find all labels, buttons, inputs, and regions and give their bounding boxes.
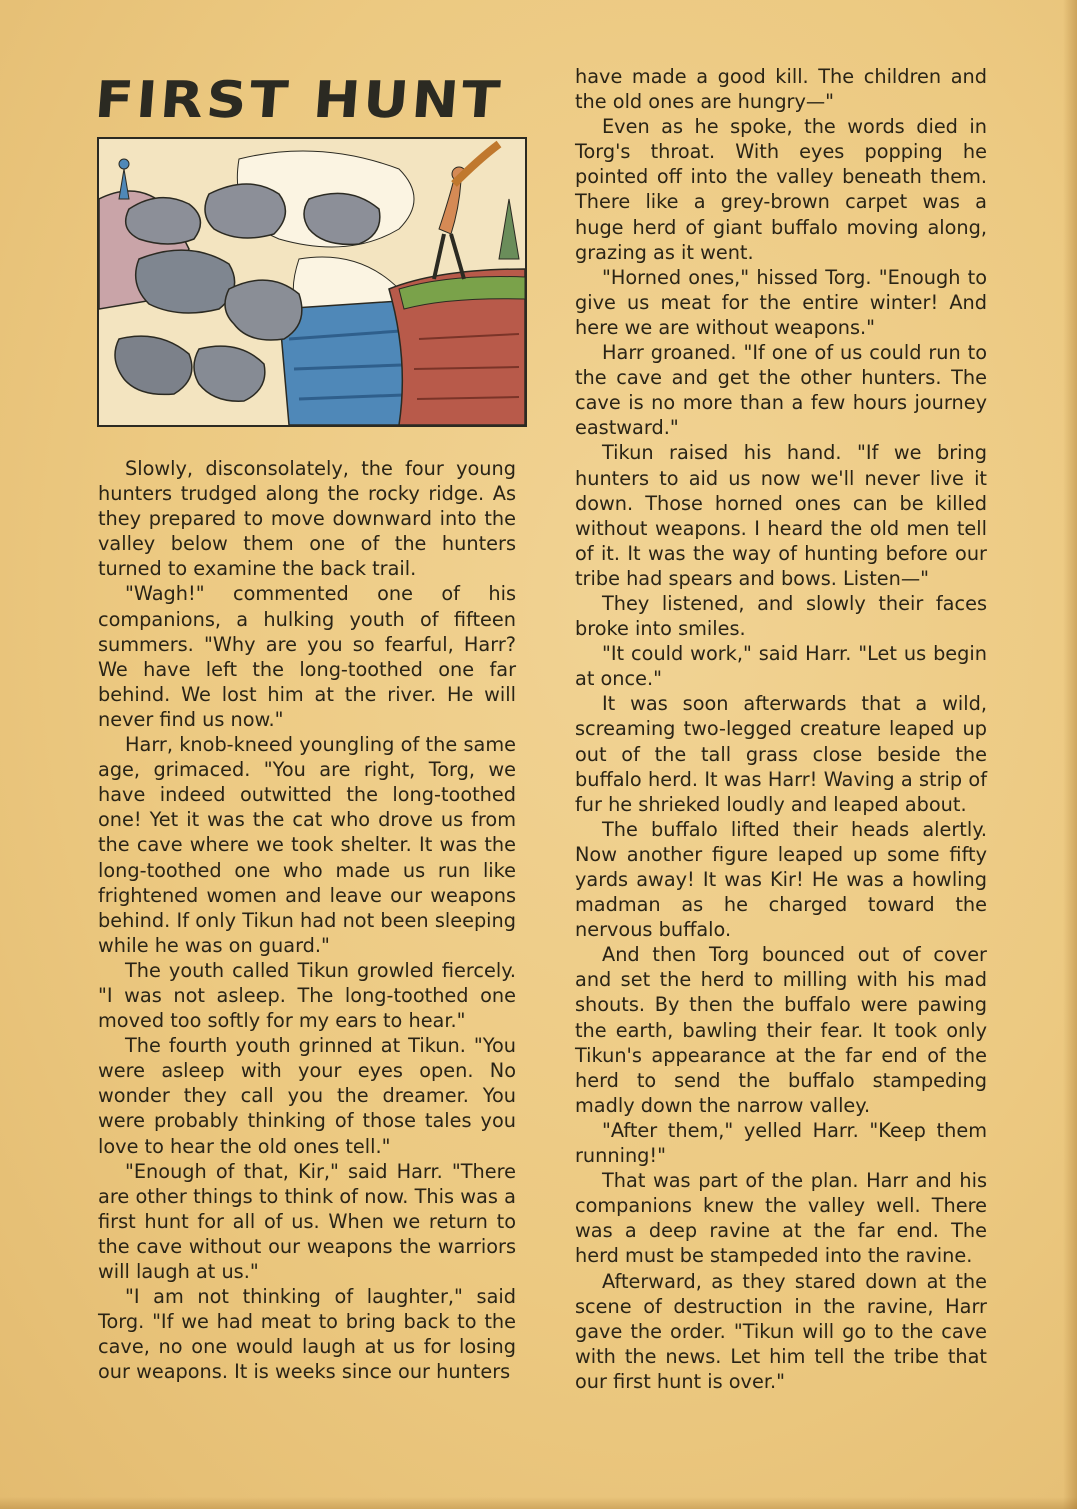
paragraph: And then Torg bounced out of cover and set the herd to milling with his mad shouts. By then the buffalo were pawing the earth, bawling their fear. It took only Tikun's appearance at the far end of the herd to send the buffalo stampeding madly down the narrow valley. (575, 943, 987, 1117)
paragraph: Slowly, disconsolately, the four young hunters trudged along the rocky ridge. As they prepared to move downward into the valley below them one of the hunters turned to examine the back trail. (98, 457, 516, 581)
buffalo-stampede-illustration (97, 137, 527, 427)
paragraph: "Wagh!" commented one of his companions, a hulking youth of fifteen summers. "Why are you so fearful, Harr? We have left the long-toothed one far behind. We lost him at the river. He will never find us now." (98, 582, 516, 731)
paragraph: Afterward, as they stared down at the scene of destruction in the ravine, Harr gave the order. "Tikun will go to the cave with the news. Let him tell the tribe that our first hunt is over." (575, 1269, 987, 1393)
paragraph: It was soon afterwards that a wild, screaming two-legged creature leaped up out of the tall grass close beside the buffalo herd. It was Harr! Waving a strip of fur he shrieked loudly and leaped about. (575, 692, 987, 816)
page-bottom-shadow (0, 1497, 1077, 1509)
paragraph: Harr, knob-kneed youngling of the same age, grimaced. "You are right, Torg, we have indeed outwitted the long-toothed one! Yet it was the cat who drove us from the cave where we took shelter. It was the long-toothed one who made us run like frightened women and leave our weapons behind. If only Tikun had not been sleeping while he was on guard." (98, 733, 516, 957)
illustration-drawing (99, 139, 525, 425)
paragraph: Tikun raised his hand. "If we bring hunters to aid us now we'll never live it down. Those horned ones can be killed without weapons. I heard the old men tell of it. It was the way of hunting before our tribe had spears and bows. Listen—" (575, 441, 987, 590)
paragraph: Harr groaned. "If one of us could run to the cave and get the other hunters. The cave is no more than a few hours journey eastward." (575, 341, 987, 440)
paragraph: "After them," yelled Harr. "Keep them running!" (575, 1118, 987, 1168)
right-text-column (575, 64, 987, 1394)
paragraph: "Enough of that, Kir," said Harr. "There are other things to think of now. This was a first hunt for all of us. When we return to the cave without our weapons the warriors will laugh at us." (98, 1159, 516, 1283)
paragraph: "Horned ones," hissed Torg. "Enough to give us meat for the entire winter! And here we are without weapons." (575, 265, 987, 339)
paragraph: "I am not thinking of laughter," said Torg. "If we had meat to bring back to the cave, no one would laugh at us for losing our weapons. It is weeks since our hunters (98, 1285, 516, 1384)
paragraph: The buffalo lifted their heads alertly. Now another figure leaped up some fifty yards away! It was Kir! He was a howling madman as he charged toward the nervous buffalo. (575, 817, 987, 942)
paragraph: "It could work," said Harr. "Let us begin at once." (575, 642, 987, 691)
story-title-text: FIRST HUNT (92, 71, 505, 130)
paragraph: That was part of the plan. Harr and his companions knew the valley well. There was a deep ravine at the far end. The herd must be stampeded into the ravine. (575, 1169, 987, 1268)
paragraph: The youth called Tikun growled fiercely. "I was not asleep. The long-toothed one moved too softly for my ears to hear." (98, 958, 516, 1033)
story-title (92, 66, 535, 136)
page-edge-shadow (1063, 0, 1077, 1509)
paragraph: The fourth youth grinned at Tikun. "You were asleep with your eyes open. No wonder they call you the dreamer. You were probably thinking of those tales you love to hear the old ones tell." (98, 1034, 516, 1158)
left-text-column (98, 456, 516, 1384)
paragraph: They listened, and slowly their faces broke into smiles. (575, 591, 987, 641)
paragraph: Even as he spoke, the words died in Torg's throat. With eyes popping he pointed off into the valley beneath them. There like a grey-brown carpet was a huge herd of giant buffalo moving along, grazing as it went. (575, 115, 987, 264)
paragraph-continuation: have made a good kill. The children and the old ones are hungry—" (575, 65, 987, 114)
